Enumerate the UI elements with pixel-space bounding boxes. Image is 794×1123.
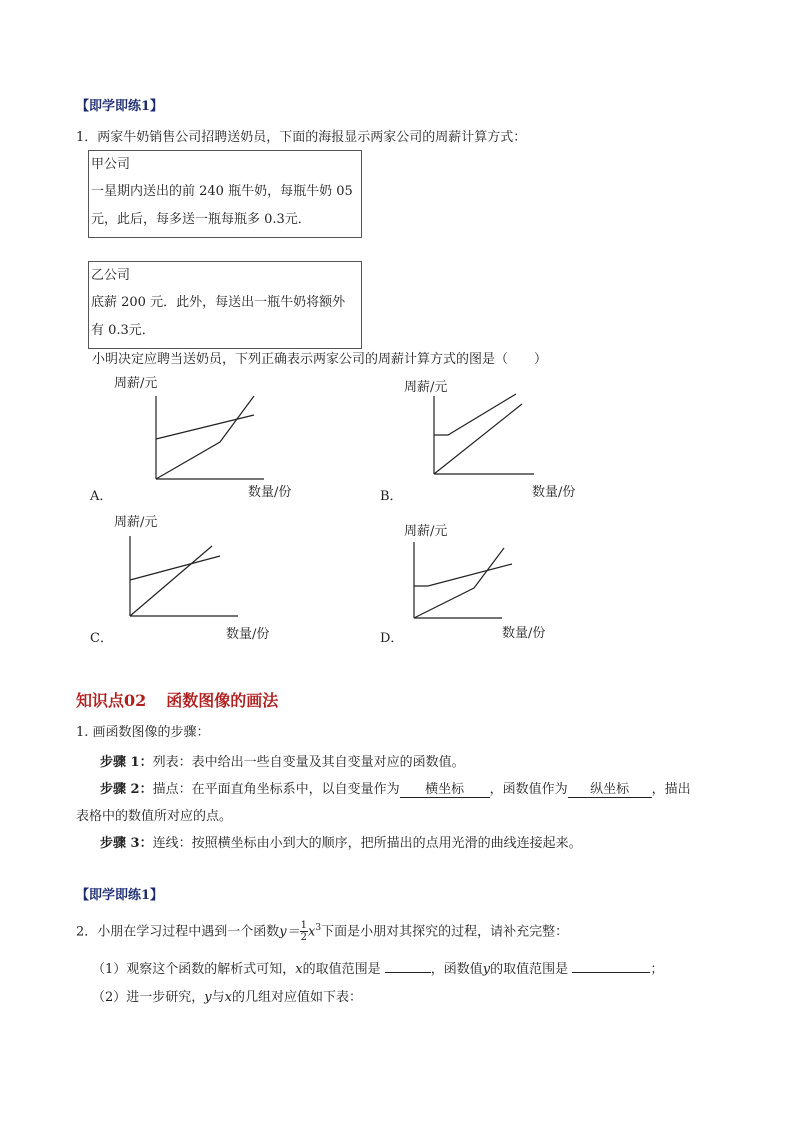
part-1-text-b: 的取值范围是 <box>302 962 381 977</box>
part-2-text-a: （2）进一步研究， <box>92 990 205 1005</box>
step-2-continued: 表格中的数值所对应的点。 <box>76 809 233 824</box>
fraction-denominator: 2 <box>300 932 308 944</box>
part-1-text-a: （1）观察这个函数的解析式可知， <box>92 962 296 977</box>
option-a-y-axis-label: 周薪/元 <box>114 376 158 391</box>
option-a-x-axis-label: 数量/份 <box>248 485 292 500</box>
option-b-x-axis-label: 数量/份 <box>532 485 576 500</box>
option-c-line-company-a <box>130 546 212 616</box>
step-3 <box>100 832 582 851</box>
option-d-x-axis-label: 数量/份 <box>502 626 546 641</box>
option-c-line-company-b <box>130 556 220 580</box>
steps-intro: 1. 画函数图像的步骤： <box>76 725 210 740</box>
company-a-box <box>88 150 362 238</box>
company-a-line-1: 一星期内送出的前 240 瓶牛奶，每瓶牛奶 05 <box>91 184 353 199</box>
part-1-var-x: x <box>295 962 303 977</box>
part-2-text-c: 的几组对应值如下表： <box>232 990 363 1005</box>
option-a-line-company-a <box>156 396 254 479</box>
question-1-stem <box>76 126 526 145</box>
knowledge-point-code: 知识点02 <box>76 691 147 710</box>
function-fraction <box>300 920 308 943</box>
part-1-var-y: y <box>482 962 491 977</box>
part-2-text-b: 与 <box>211 990 225 1005</box>
option-d-y-axis-label: 周薪/元 <box>404 524 448 539</box>
x-range-answer-blank[interactable] <box>385 960 431 973</box>
question-2-stem <box>76 914 568 946</box>
question-1-prompt: 小明决定应聘当送奶员，下列正确表示两家公司的周薪计算方式的图是（ ） <box>92 352 548 367</box>
fraction-numerator: 1 <box>300 920 308 932</box>
part-1-end: ； <box>650 962 664 977</box>
option-d-line-company-b <box>414 564 512 586</box>
step-3-label: 步骤 3： <box>100 836 153 851</box>
knowledge-point-title: 函数图像的画法 <box>166 691 279 710</box>
option-d-label[interactable]: D． <box>380 631 404 646</box>
company-b-line-2: 有 0.3元． <box>91 323 155 338</box>
question-2-part-2 <box>92 986 362 1005</box>
company-b-title: 乙公司 <box>91 268 131 283</box>
function-exponent: 3 <box>315 923 322 933</box>
company-b-line-1: 底薪 200 元．此外，每送出一瓶牛奶将额外 <box>91 295 346 310</box>
y-range-answer-blank[interactable] <box>572 960 650 973</box>
question-1-number: 1． <box>76 130 98 145</box>
question-2-number: 2． <box>76 924 98 940</box>
step-3-text: 连线：按照横坐标由小到大的顺序，把所描出的点用光滑的曲线连接起来。 <box>152 836 582 851</box>
company-a-title: 甲公司 <box>91 157 131 172</box>
option-b-graph <box>418 396 558 492</box>
step-2-text-b: ，函数值作为 <box>489 782 568 797</box>
step-1 <box>100 751 465 770</box>
question-2-text-a: 小朋在学习过程中遇到一个函数 <box>97 924 280 940</box>
function-lhs: y＝ <box>279 924 300 940</box>
function-variable: x <box>308 924 316 940</box>
step-2-text-a: 描点：在平面直角坐标系中，以自变量作为 <box>152 782 400 797</box>
option-c-graph <box>116 532 256 628</box>
option-a-graph <box>140 392 280 488</box>
option-a-line-company-b <box>156 415 254 439</box>
option-c-y-axis-label: 周薪/元 <box>114 515 158 530</box>
practice-header-1: 【即学即练1】 <box>76 99 164 114</box>
part-2-var-x: x <box>224 990 232 1005</box>
option-b-line-company-b <box>434 404 522 474</box>
part-2-var-y: y <box>204 990 212 1005</box>
knowledge-point-heading <box>76 688 278 711</box>
option-c-label[interactable]: C． <box>90 631 113 646</box>
option-c-x-axis-label: 数量/份 <box>226 627 270 642</box>
step-2-label: 步骤 2： <box>100 782 153 797</box>
question-2-text-b: 下面是小朋对其探究的过程，请补充完整： <box>321 924 569 940</box>
company-b-box <box>88 261 362 349</box>
step-1-text: 列表：表中给出一些自变量及其自变量对应的函数值。 <box>152 755 465 770</box>
option-b-label[interactable]: B． <box>380 489 403 504</box>
part-1-text-c: ，函数值 <box>430 962 483 977</box>
step-2-fill-ordinate: 纵坐标 <box>568 778 652 798</box>
option-b-line-company-a <box>434 394 516 435</box>
company-a-line-2: 元，此后，每多送一瓶每瓶多 0.3元． <box>91 212 311 227</box>
step-2-text-c: ，描出 <box>651 782 691 797</box>
step-2 <box>100 778 691 798</box>
option-b-y-axis-label: 周薪/元 <box>404 380 448 395</box>
option-a-label[interactable]: A． <box>90 489 113 504</box>
part-1-text-d: 的取值范围是 <box>490 962 569 977</box>
step-2-fill-abscissa: 横坐标 <box>400 778 490 798</box>
step-1-label: 步骤 1： <box>100 755 153 770</box>
option-d-line-company-a <box>414 548 504 618</box>
question-2-part-1 <box>92 958 663 977</box>
practice-header-2: 【即学即练1】 <box>76 888 164 903</box>
question-1-text: 两家牛奶销售公司招聘送奶员，下面的海报显示两家公司的周薪计算方式： <box>97 130 527 145</box>
